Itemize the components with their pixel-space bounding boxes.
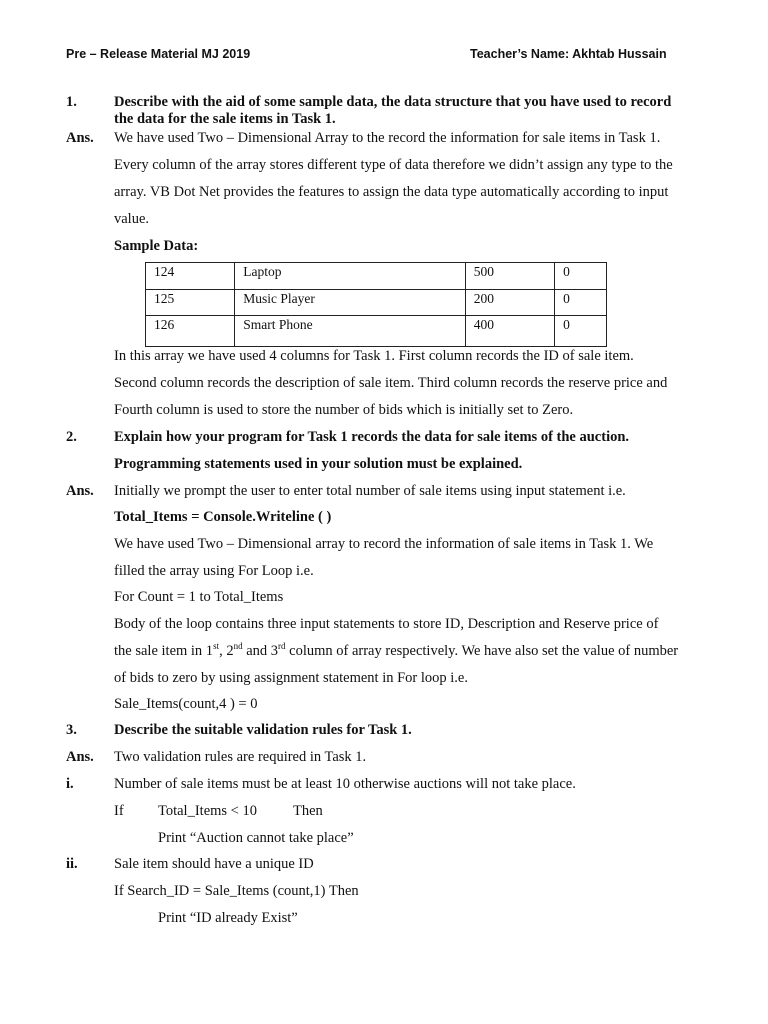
rule2-print: Print “ID already Exist” xyxy=(158,910,298,926)
q2-code-for-loop: For Count = 1 to Total_Items xyxy=(114,589,284,605)
table-cell: 200 xyxy=(465,290,554,316)
table-cell: 0 xyxy=(555,263,607,290)
q2-line6: Body of the loop contains three input statements to store ID, Description and Reserve price of xyxy=(114,616,659,632)
header-left: Pre – Release Material MJ 2019 xyxy=(66,47,251,61)
q1-question-line1: Describe with the aid of some sample data, the data structure that you have used to record xyxy=(114,94,672,110)
q2-code-total-items: Total_Items = Console.Writeline ( ) xyxy=(114,509,332,525)
q2-line7-d: column of array respectively. We have also set the value of number xyxy=(285,643,679,659)
q1-ans-line1: We have used Two – Dimensional Array to the record the information for sale items in Task 1. xyxy=(114,130,661,146)
q2-line4: filled the array using For Loop i.e. xyxy=(114,563,314,579)
rule1-if: If xyxy=(114,803,124,819)
table-cell: Music Player xyxy=(235,290,466,316)
table-row xyxy=(146,263,607,290)
q1-after-line2: Second column records the description of sale item. Third column records the reserve price and xyxy=(114,375,668,391)
q2-ans-label: Ans. xyxy=(66,483,94,499)
q2-ans-line1: Initially we prompt the user to enter total number of sale items using input statement i.e. xyxy=(114,483,626,499)
rule1-number: i. xyxy=(66,776,74,792)
table-cell: 124 xyxy=(146,263,235,290)
q2-number: 2. xyxy=(66,429,77,445)
table-cell: 126 xyxy=(146,316,235,347)
table-cell: 0 xyxy=(555,290,607,316)
rule1-print: Print “Auction cannot take place” xyxy=(158,830,354,846)
q2-line7 xyxy=(114,643,678,660)
table-cell: 500 xyxy=(465,263,554,290)
sample-data-label: Sample Data: xyxy=(114,238,199,254)
sup-nd: nd xyxy=(233,641,243,652)
q2-code-assignment: Sale_Items(count,4 ) = 0 xyxy=(114,696,258,712)
rule1-text: Number of sale items must be at least 10 otherwise auctions will not take place. xyxy=(114,776,576,792)
rule2-if: If Search_ID = Sale_Items (count,1) Then xyxy=(114,883,359,899)
q2-line7-b: , 2 xyxy=(219,643,234,659)
q2-question-line2: Programming statements used in your solution must be explained. xyxy=(114,456,523,472)
table-cell: Smart Phone xyxy=(235,316,466,347)
q2-line7-c: and 3 xyxy=(242,643,279,659)
q1-after-line3: Fourth column is used to store the number of bids which is initially set to Zero. xyxy=(114,402,574,418)
header-right: Teacher’s Name: Akhtab Hussain xyxy=(470,47,667,61)
table-cell: 400 xyxy=(465,316,554,347)
table-cell: 0 xyxy=(555,316,607,347)
q1-ans-line3: array. VB Dot Net provides the features to assign the data type automatically according to input xyxy=(114,184,669,200)
sup-rd: rd xyxy=(278,641,286,652)
rule2-number: ii. xyxy=(66,856,78,872)
q3-number: 3. xyxy=(66,722,77,738)
q1-number: 1. xyxy=(66,94,77,110)
q3-question: Describe the suitable validation rules for Task 1. xyxy=(114,722,412,738)
sup-st: st xyxy=(213,641,220,652)
table-cell: Laptop xyxy=(235,263,466,290)
rule1-then: Then xyxy=(293,803,323,819)
q2-line3: We have used Two – Dimensional array to record the information of sale items in Task 1. We xyxy=(114,536,654,552)
q1-ans-line4: value. xyxy=(114,211,150,227)
table-row xyxy=(146,290,607,316)
rule1-condition: Total_Items < 10 xyxy=(158,803,257,819)
q2-question-line1: Explain how your program for Task 1 records the data for sale items of the auction. xyxy=(114,429,630,445)
table-cell: 125 xyxy=(146,290,235,316)
q2-line8: of bids to zero by using assignment statement in For loop i.e. xyxy=(114,670,468,686)
q3-ans-label: Ans. xyxy=(66,749,94,765)
q2-line7-a: the sale item in 1 xyxy=(114,643,214,659)
q1-ans-line2: Every column of the array stores different type of data therefore we didn’t assign any type to the xyxy=(114,157,673,173)
q3-ans-line: Two validation rules are required in Task 1. xyxy=(114,749,367,765)
q1-after-line1: In this array we have used 4 columns for Task 1. First column records the ID of sale item. xyxy=(114,348,634,364)
q1-ans-label: Ans. xyxy=(66,130,94,146)
sample-data-table xyxy=(145,262,607,347)
q1-question-line2: the data for the sale items in Task 1. xyxy=(114,111,336,127)
table-row xyxy=(146,316,607,347)
rule2-text: Sale item should have a unique ID xyxy=(114,856,314,872)
